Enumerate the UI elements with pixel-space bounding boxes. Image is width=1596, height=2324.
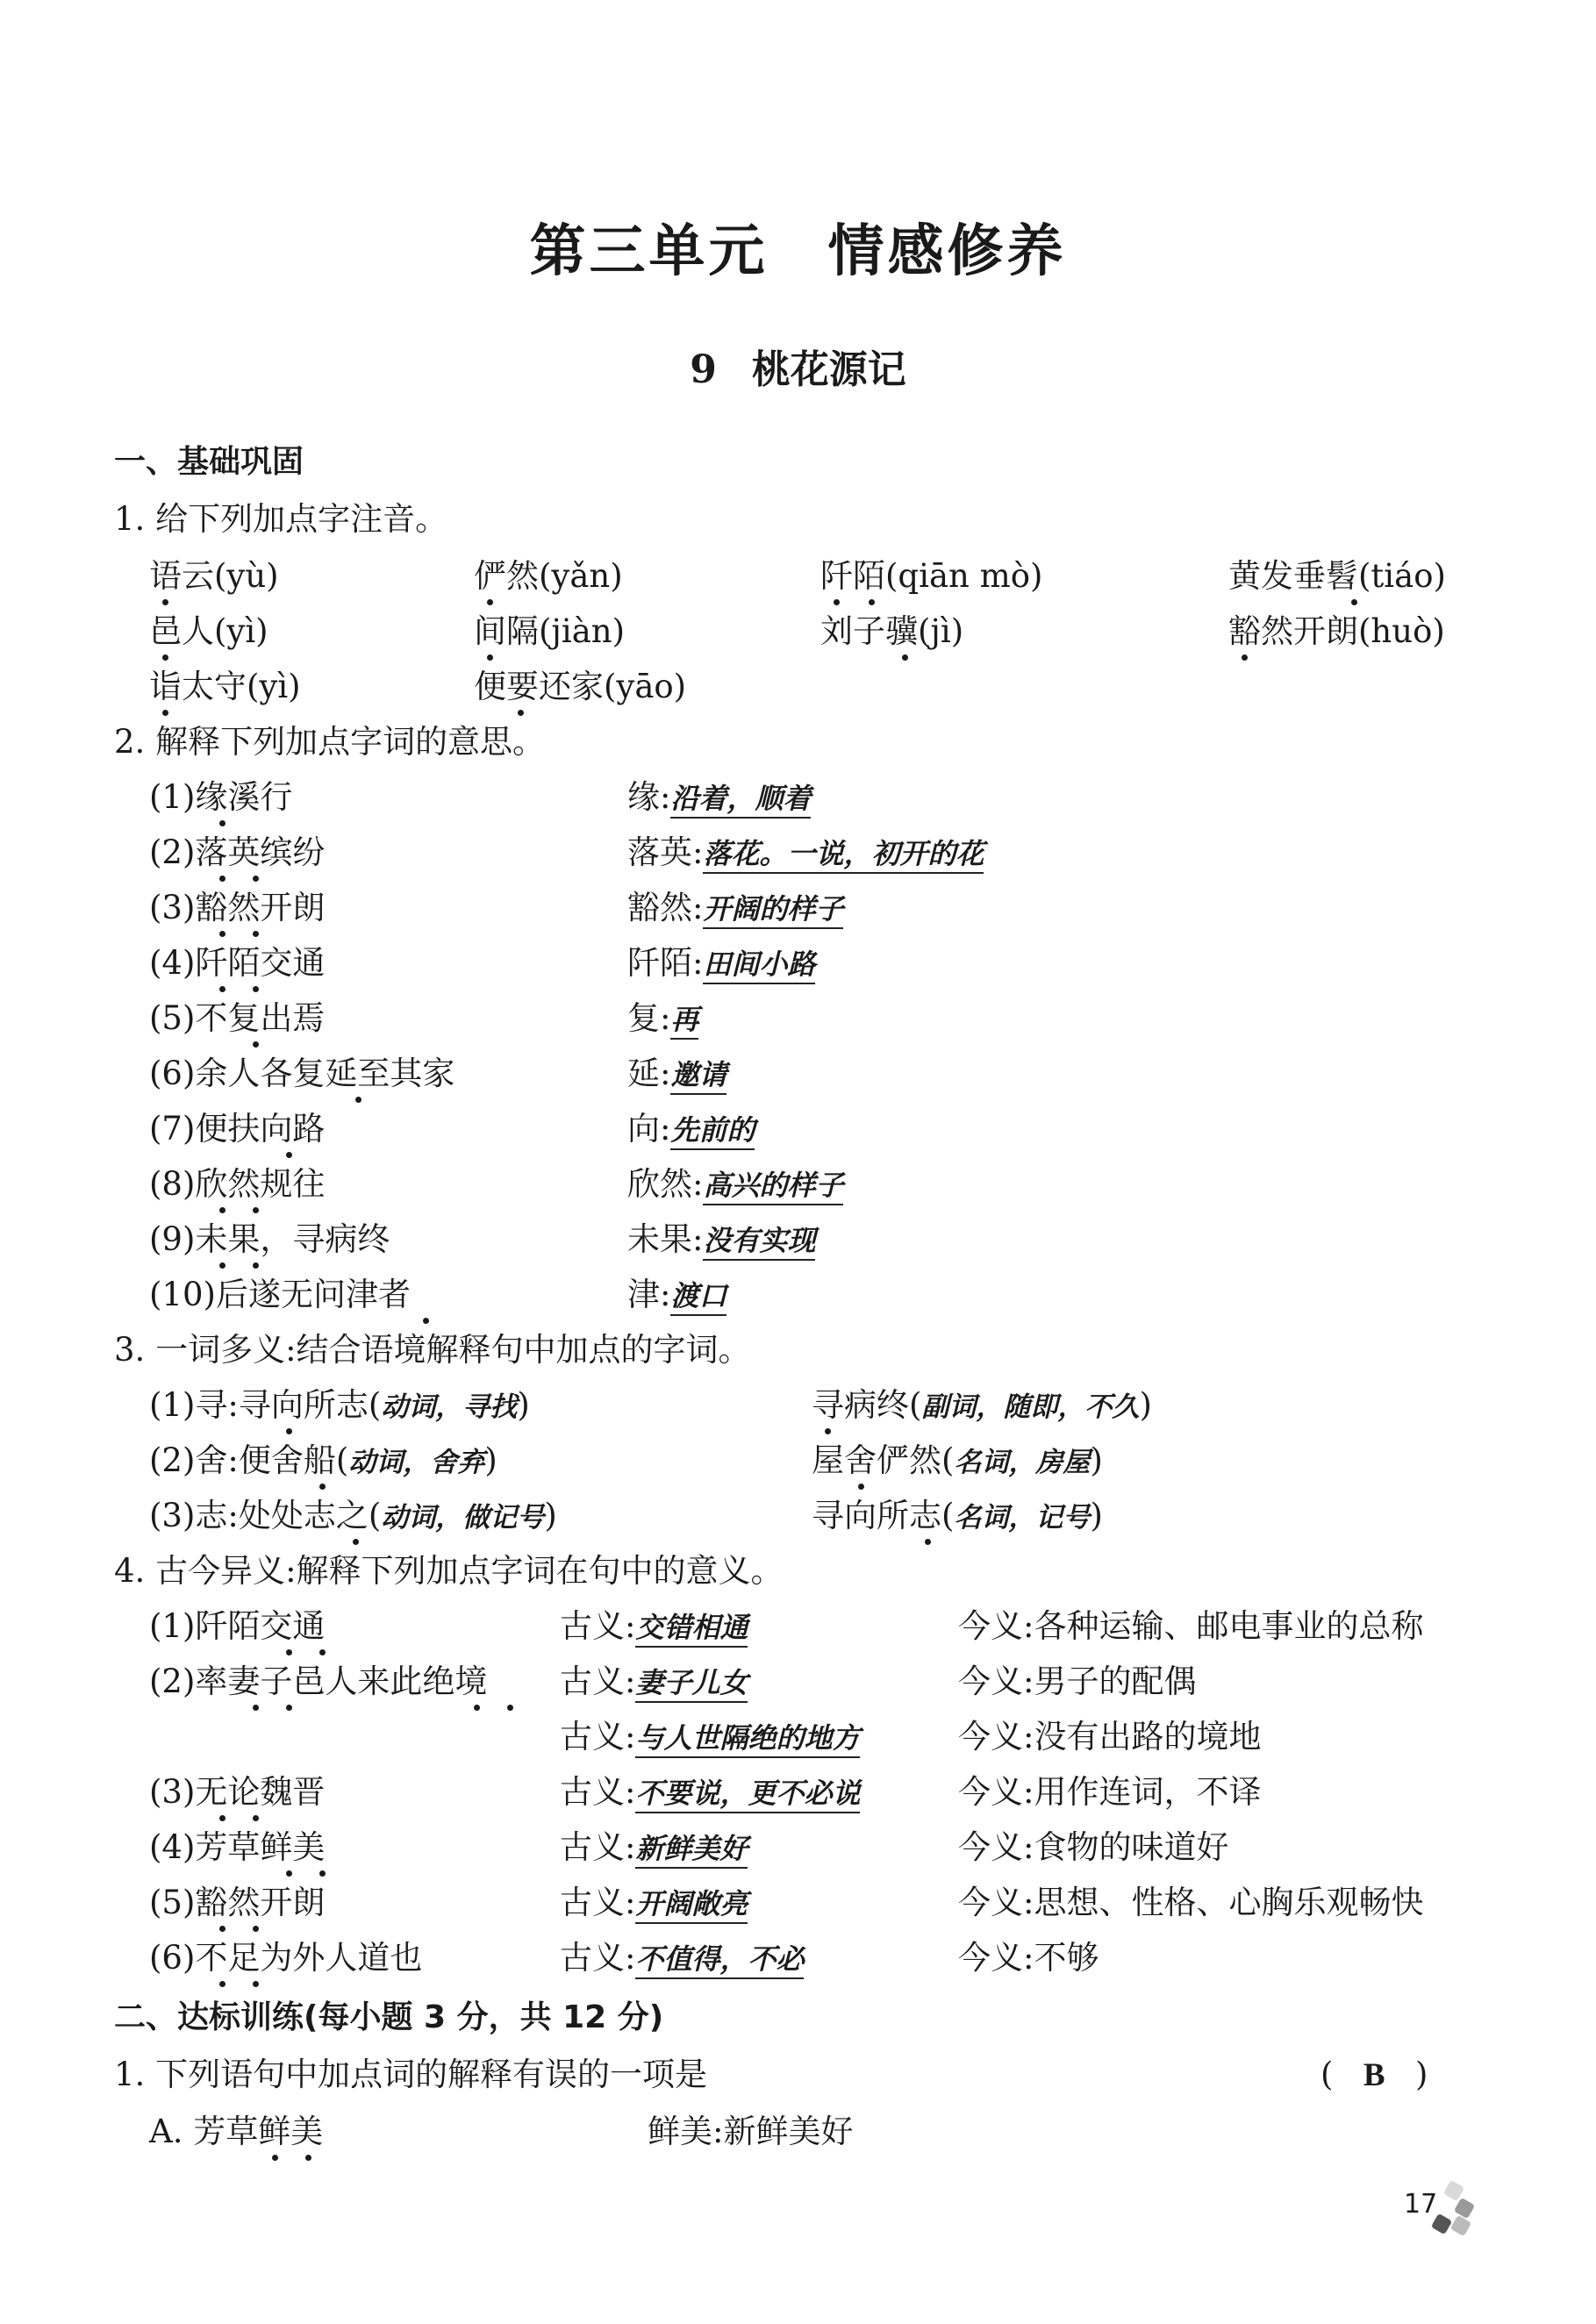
- emphasis-dot: [253, 931, 259, 937]
- definition-row: [627, 1220, 815, 1260]
- pinyin-item: 黄发垂髫(tiáo): [1228, 557, 1446, 595]
- emphasis-dot: [474, 1705, 480, 1711]
- handwritten-answer: 没有实现: [703, 1224, 815, 1261]
- handwritten-answer: 渡口: [670, 1279, 726, 1316]
- emphasis-dot: [286, 1649, 292, 1655]
- selected-answer: B: [1363, 2057, 1385, 2093]
- definition-row: [627, 1165, 843, 1205]
- option-a: A. 芳草鲜美: [149, 2113, 324, 2150]
- emphasis-dot: [518, 710, 524, 716]
- modern-meaning: 今义:食物的味道好: [958, 1828, 1229, 1866]
- ancient-meaning: [560, 1718, 860, 1757]
- emphasis-dot: [219, 931, 225, 937]
- emphasis-dot: [286, 1428, 292, 1434]
- emphasis-dot: [834, 599, 840, 605]
- handwritten-answer: 不值得，不必: [635, 1942, 804, 1979]
- emphasis-dot: [319, 1649, 326, 1655]
- emphasis-dot: [253, 1262, 259, 1269]
- emphasis-dot: [1242, 654, 1248, 661]
- term-label: 延:: [627, 1055, 671, 1092]
- polysemy-right: [812, 1441, 1103, 1482]
- question-prompt: 3. 一词多义:结合语境解释句中加点的字词。: [114, 1331, 751, 1369]
- ancient-label: 古义:: [560, 1663, 636, 1700]
- close-paren: ): [1139, 1386, 1152, 1424]
- handwritten-answer: 动词，舍弃: [348, 1447, 485, 1478]
- emphasis-dot: [253, 986, 259, 992]
- sentence: (3)志:处处志之(: [149, 1497, 382, 1534]
- emphasis-dot: [219, 820, 225, 826]
- term-label: 豁然:: [627, 889, 704, 926]
- handwritten-answer: 沿着，顺着: [670, 782, 811, 819]
- emphasis-dot: [219, 1981, 225, 1987]
- ancient-label: 古义:: [560, 1939, 636, 1977]
- handwritten-answer: 先前的: [670, 1113, 755, 1150]
- emphasis-dot: [319, 1870, 326, 1877]
- close-paren: ): [517, 1386, 530, 1424]
- sentence: 屋舍俨然(: [812, 1441, 955, 1479]
- ancient-meaning: [560, 1607, 748, 1647]
- ancient-label: 古义:: [560, 1828, 636, 1866]
- emphasis-dot: [253, 1041, 259, 1048]
- handwritten-answer: 开阔敞亮: [635, 1887, 748, 1924]
- emphasis-dot: [253, 876, 259, 882]
- lesson-title: [0, 338, 1596, 394]
- emphasis-dot: [286, 1705, 292, 1711]
- emphasis-dot: [858, 1484, 864, 1490]
- modern-meaning: 今义:男子的配偶: [958, 1663, 1197, 1700]
- question-prompt: 4. 古今异义:解释下列加点字词在句中的意义。: [114, 1552, 784, 1590]
- lesson-name: 桃花源记: [751, 347, 906, 392]
- page-number: 17: [1404, 2189, 1438, 2220]
- emphasis-dot: [219, 1815, 225, 1821]
- close-paren: ): [1414, 2056, 1428, 2093]
- modern-meaning: 今义:没有出路的境地: [958, 1718, 1262, 1756]
- pinyin-item: 邑人(yì): [149, 612, 268, 650]
- pinyin-item: 语云(yù): [149, 557, 279, 595]
- handwritten-answer: 高兴的样子: [703, 1169, 843, 1205]
- emphasis-dot: [925, 1539, 931, 1545]
- phrase: (7)便扶向路: [149, 1110, 326, 1148]
- term-label: 缘:: [627, 778, 671, 816]
- emphasis-dot: [253, 1207, 259, 1213]
- modern-meaning: 今义:用作连词，不译: [958, 1773, 1262, 1811]
- ancient-label: 古义:: [560, 1718, 636, 1756]
- emphasis-dot: [219, 1926, 225, 1932]
- emphasis-dot: [219, 1262, 225, 1269]
- polysemy-right: [812, 1497, 1103, 1537]
- emphasis-dot: [162, 654, 168, 661]
- emphasis-dot: [902, 654, 908, 661]
- phrase: (4)阡陌交通: [149, 944, 326, 982]
- phrase: (1)缘溪行: [149, 778, 293, 816]
- close-paren: ): [1090, 1497, 1103, 1534]
- handwritten-answer: 再: [670, 1003, 698, 1040]
- ancient-meaning: [560, 1773, 860, 1813]
- term-label: 向:: [627, 1110, 671, 1148]
- sentence: (1)寻:寻向所志(: [149, 1386, 382, 1424]
- question-prompt: 1. 给下列加点字注音。: [114, 500, 448, 538]
- pinyin-item: 便要还家(yāo): [474, 668, 687, 705]
- question-prompt: 2. 解释下列加点字词的意思。: [114, 723, 546, 761]
- definition-row: [627, 889, 843, 928]
- phrase: (6)不足为外人道也: [149, 1939, 423, 1977]
- phrase: (9)未果，寻病终: [149, 1220, 390, 1258]
- handwritten-answer: 落花。一说，初开的花: [703, 837, 984, 874]
- handwritten-answer: 邀请: [670, 1058, 726, 1095]
- term-label: 落英:: [627, 833, 704, 871]
- sentence: 寻病终(: [812, 1386, 922, 1424]
- emphasis-dot: [507, 1705, 513, 1711]
- emphasis-dot: [286, 1152, 292, 1158]
- emphasis-dot: [355, 1097, 361, 1103]
- definition-row: [627, 1110, 755, 1149]
- handwritten-answer: 动词，寻找: [381, 1391, 518, 1423]
- ancient-label: 古义:: [560, 1607, 636, 1645]
- sentence: 寻向所志(: [812, 1497, 955, 1534]
- emphasis-dot: [305, 2155, 311, 2161]
- handwritten-answer: 副词，随即，不久: [921, 1391, 1140, 1423]
- pinyin-item: 间隔(jiàn): [474, 612, 626, 650]
- handwritten-answer: 交错相通: [635, 1611, 748, 1648]
- polysemy-left: [149, 1497, 557, 1537]
- pinyin-item: 刘子骥(jì): [820, 612, 964, 650]
- handwritten-answer: 名词，记号: [954, 1502, 1091, 1534]
- emphasis-dot: [162, 710, 168, 716]
- emphasis-dot: [825, 1428, 831, 1434]
- definition-row: [627, 833, 984, 873]
- unit-title: 第三单元 情感修养: [529, 218, 1067, 284]
- definition-row: [627, 999, 698, 1039]
- phrase: (8)欣然规往: [149, 1165, 326, 1203]
- emphasis-dot: [253, 1705, 259, 1711]
- pinyin-item: 诣太守(yì): [149, 668, 301, 705]
- modern-meaning: 今义:各种运输、邮电事业的总称: [958, 1607, 1424, 1645]
- question-prompt: 1. 下列语句中加点词的解释有误的一项是: [114, 2056, 708, 2093]
- ancient-meaning: [560, 1828, 748, 1868]
- close-paren: ): [544, 1497, 557, 1534]
- emphasis-dot: [253, 1926, 259, 1932]
- handwritten-answer: 开阔的样子: [703, 892, 843, 929]
- polysemy-left: [149, 1386, 530, 1427]
- phrase: (3)豁然开朗: [149, 889, 326, 926]
- close-paren: ): [1090, 1441, 1103, 1479]
- emphasis-dot: [286, 1870, 292, 1877]
- emphasis-dot: [219, 986, 225, 992]
- open-paren: (: [1320, 2056, 1334, 2093]
- term-label: 津:: [627, 1276, 671, 1313]
- handwritten-answer: 田间小路: [703, 947, 815, 984]
- pinyin-item: 阡陌(qiān mò): [820, 557, 1043, 595]
- phrase: (3)无论魏晋: [149, 1773, 326, 1811]
- definition-row: [627, 778, 811, 818]
- emphasis-dot: [219, 876, 225, 882]
- emphasis-dot: [487, 599, 493, 605]
- ancient-meaning: [560, 1663, 748, 1702]
- lesson-number: 9: [690, 347, 717, 392]
- section-heading: 二、达标训练(每小题 3 分，共 12 分): [114, 1999, 664, 2035]
- modern-meaning: 今义:思想、性格、心胸乐观畅快: [958, 1884, 1424, 1921]
- emphasis-dot: [319, 1484, 326, 1490]
- phrase: (1)阡陌交通: [149, 1607, 326, 1645]
- term-label: 复:: [627, 999, 671, 1037]
- handwritten-answer: 不要说，更不必说: [635, 1777, 860, 1813]
- phrase: (4)芳草鲜美: [149, 1828, 326, 1866]
- answer-bracket: [1320, 2056, 1428, 2095]
- section-heading: 一、基础巩固: [114, 444, 304, 480]
- emphasis-dot: [1351, 599, 1357, 605]
- emphasis-dot: [253, 1981, 259, 1987]
- handwritten-answer: 新鲜美好: [635, 1832, 748, 1869]
- term-label: 阡陌:: [627, 944, 704, 982]
- emphasis-dot: [869, 599, 875, 605]
- ancient-meaning: [560, 1884, 748, 1923]
- hexagon-decoration-icon: [1450, 2215, 1472, 2237]
- handwritten-answer: 妻子儿女: [635, 1666, 748, 1703]
- definition-row: [627, 944, 815, 983]
- definition-row: [627, 1055, 726, 1094]
- polysemy-left: [149, 1441, 497, 1482]
- phrase: (6)余人各复延至其家: [149, 1055, 455, 1092]
- phrase: (10)后遂无问津者: [149, 1276, 411, 1313]
- emphasis-dot: [253, 1815, 259, 1821]
- emphasis-dot: [272, 2155, 278, 2161]
- phrase: (2)落英缤纷: [149, 833, 326, 871]
- definition-row: [627, 1276, 726, 1315]
- ancient-label: 古义:: [560, 1773, 636, 1811]
- emphasis-dot: [353, 1539, 359, 1545]
- phrase: (5)豁然开朗: [149, 1884, 326, 1921]
- emphasis-dot: [487, 654, 493, 661]
- handwritten-answer: 动词，做记号: [381, 1502, 545, 1534]
- term-label: 未果:: [627, 1220, 704, 1258]
- handwritten-answer: 名词，房屋: [954, 1447, 1091, 1478]
- ancient-meaning: [560, 1939, 804, 1978]
- emphasis-dot: [219, 1207, 225, 1213]
- pinyin-item: 豁然开朗(huò): [1228, 612, 1445, 650]
- modern-meaning: 今义:不够: [958, 1939, 1099, 1977]
- pinyin-item: 俨然(yǎn): [474, 557, 623, 595]
- phrase: (5)不复出焉: [149, 999, 326, 1037]
- close-paren: ): [484, 1441, 497, 1479]
- ancient-label: 古义:: [560, 1884, 636, 1921]
- sentence: (2)舍:便舍船(: [149, 1441, 349, 1479]
- phrase: (2)率妻子邑人来此绝境: [149, 1663, 488, 1700]
- option-a-meaning: 鲜美:新鲜美好: [648, 2113, 854, 2150]
- emphasis-dot: [423, 1318, 429, 1324]
- term-label: 欣然:: [627, 1165, 704, 1203]
- emphasis-dot: [162, 599, 168, 605]
- polysemy-right: [812, 1386, 1152, 1427]
- handwritten-answer: 与人世隔绝的地方: [635, 1721, 860, 1758]
